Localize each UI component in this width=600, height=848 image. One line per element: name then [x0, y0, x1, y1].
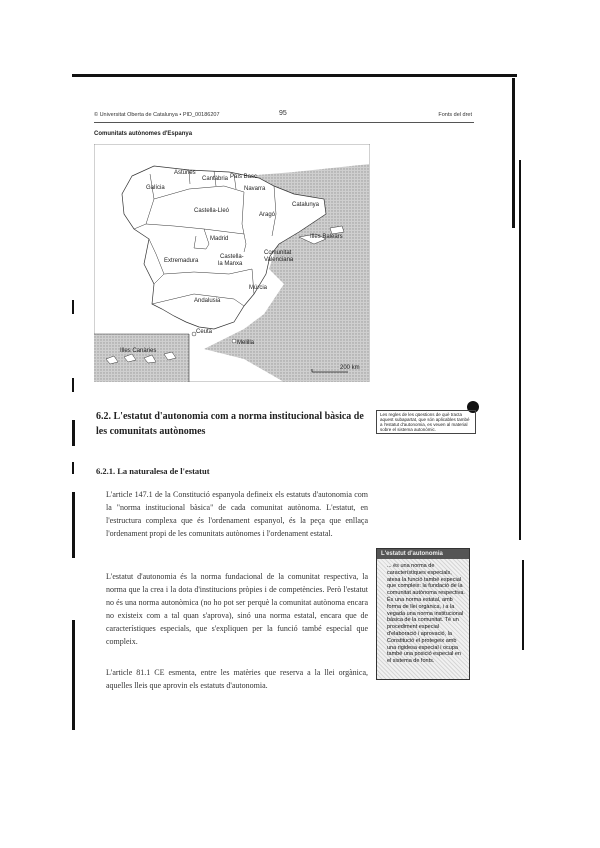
label-andalusia: Andalusia — [194, 298, 221, 304]
page-number: 95 — [279, 110, 287, 117]
label-castella-lleo: Castella-Lleó — [194, 208, 230, 214]
label-valenciana-1: Comunitat — [264, 250, 292, 256]
label-arago: Aragó — [259, 212, 276, 218]
label-madrid: Madrid — [210, 236, 229, 242]
map-title: Comunitats autònomes d'Espanya — [94, 131, 193, 137]
scan-mark-left-5 — [72, 492, 75, 558]
scan-mark-left-3 — [72, 420, 75, 446]
label-canaries: Illes Canàries — [120, 348, 157, 354]
subsection-title: 6.2.1. La naturalesa de l'estatut — [96, 466, 210, 476]
top-rule — [72, 74, 517, 77]
side-note: Les regles de les qüestions de què tracta aquest subapartat, que són aplicables també a l'estatut d'autonomia, es veuen al material sobre el sistema autonòmic. — [376, 410, 476, 434]
label-castella-manxa-2: la Manxa — [218, 261, 243, 267]
label-cantabria: Cantàbria — [202, 176, 229, 182]
label-galicia: Galícia — [146, 185, 165, 191]
definition-box — [376, 548, 470, 680]
label-ceuta: Ceuta — [196, 329, 213, 335]
label-catalunya: Catalunya — [292, 202, 320, 208]
header-left: © Universitat Oberta de Catalunya • PID_00186207 — [94, 112, 220, 118]
label-illes-balears: Illes Balears — [310, 234, 343, 240]
label-navarra: Navarra — [244, 186, 266, 192]
label-pais-basc: País Basc — [230, 174, 258, 180]
label-asturies: Astúries — [174, 170, 196, 176]
scan-mark-right-3 — [522, 560, 524, 650]
paragraph-3: L'article 81.1 CE esmenta, entre les matèries que reserva a la llei orgànica, aquelles lleis que aprovin els estatuts d'autonomia. — [106, 668, 368, 690]
label-scale: 200 km — [340, 365, 360, 371]
label-castella-manxa-1: Castella- — [220, 254, 244, 260]
header-rule — [94, 122, 474, 123]
header-right: Fonts del dret — [438, 112, 472, 118]
scan-mark-left-6 — [72, 620, 75, 730]
paragraph-1: L'article 147.1 de la Constitució espanyola defineix els estatuts d'autonomia com la "norma institucional bàsica" de cada comunitat autònoma. L'estatut, en l'estructura complexa que és l'ordenament espanyol, és la peça que enllaça l'ordenament propi de les comunitats autònomes i l'ordenament estatal. — [106, 490, 368, 538]
scan-mark-right-1 — [512, 78, 515, 228]
definition-box-text: ... és una norma de característiques especials, atesa la funció també especial que compleix: la fundació de la comunitat autònoma respectiva. És una norma estatal, amb forma de llei orgànica, i a la vegada una norma institucional bàsica de la comunitat. Té un procediment especial d'elaboració i aprovació, la Constitució el protegeix amb una rigidesa especial i ocupa també una posició especial en el sistema de fonts. — [387, 563, 465, 665]
scan-mark-left-4 — [72, 462, 74, 474]
label-melilla: Melilla — [237, 340, 255, 346]
spain-map — [94, 144, 370, 382]
section-title: 6.2. L'estatut d'autonomia com a norma institucional bàsica de les comunitats autònomes — [96, 411, 364, 437]
label-extremadura: Extremadura — [164, 258, 199, 264]
definition-box-title: L'estatut d'autonomia — [377, 549, 469, 559]
label-murcia: Múrcia — [249, 285, 268, 291]
scan-mark-right-2 — [519, 160, 521, 540]
label-valenciana-2: Valenciana — [264, 257, 294, 263]
paragraph-2: L'estatut d'autonomia és la norma fundacional de la comunitat respectiva, la norma que la crea i la dota d'institucions pròpies i de competències. Però l'estatut no és una norma autonòmica (no ho pot ser perquè la comunitat autònoma encara no existeix com a tal quan s'aprova), sinó una norma estatal, encara que de característiques especials, que s'expliquen per la funció també especial que compleix. — [106, 572, 368, 646]
scan-mark-left-1 — [72, 300, 74, 314]
scan-mark-left-2 — [72, 378, 74, 392]
